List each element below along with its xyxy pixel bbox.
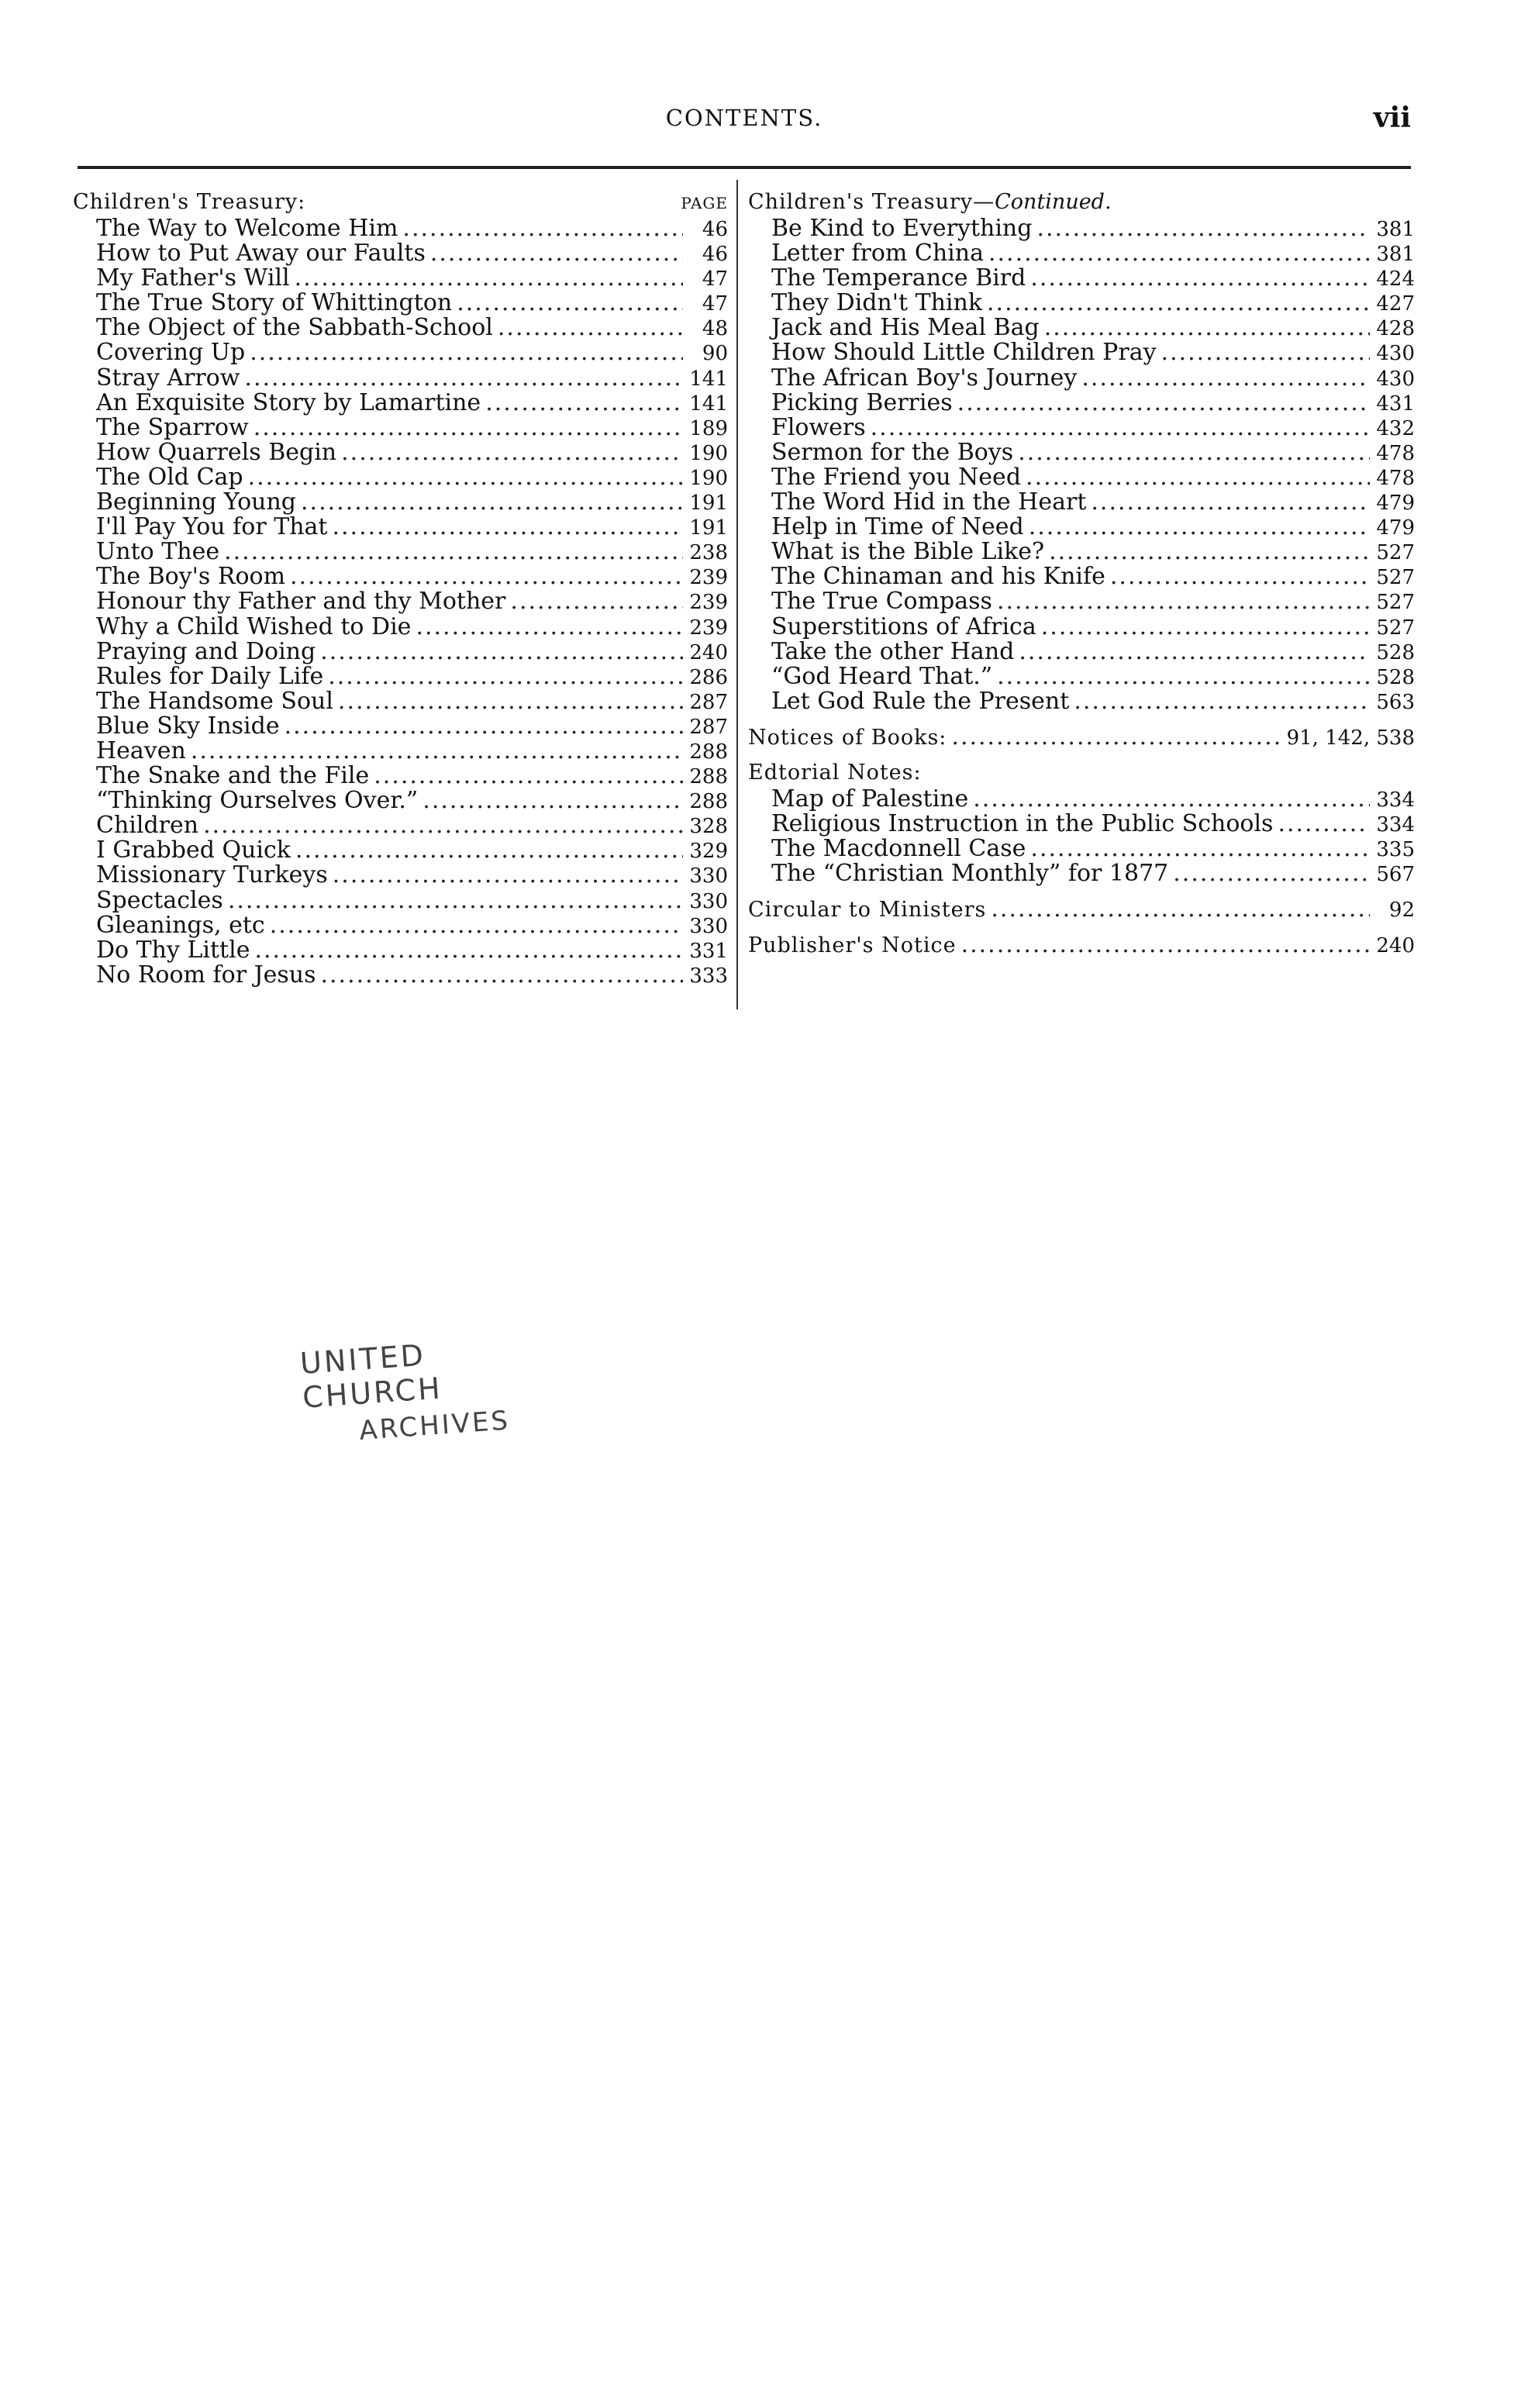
entry-title: Stray Arrow <box>96 364 240 392</box>
entry-page: 478 <box>1376 441 1415 465</box>
entry-page: 141 <box>689 392 728 416</box>
list-item <box>73 465 728 490</box>
page-title: CONTENTS. <box>665 105 823 131</box>
entry-page: 331 <box>689 939 728 963</box>
editorial-contents-list <box>748 787 1415 886</box>
list-item <box>748 388 1415 416</box>
entry-title: Take the other Hand <box>771 637 1015 665</box>
right-column <box>748 190 1415 958</box>
list-item <box>73 216 728 241</box>
entry-page: 48 <box>702 317 728 341</box>
entry-title: No Room for Jesus <box>96 961 316 988</box>
list-item <box>73 388 728 416</box>
entry-title: The Temperance Bird <box>771 264 1026 292</box>
entry-page: 190 <box>689 466 728 490</box>
list-item <box>73 490 728 515</box>
list-item <box>73 689 728 714</box>
list-item <box>73 637 728 665</box>
entry-title: How Quarrels Begin <box>96 438 337 466</box>
list-item <box>73 612 728 640</box>
list-item <box>73 241 728 266</box>
section-heading-editorial-notes <box>748 761 1415 787</box>
entry-title: Do Thy Little <box>96 936 250 964</box>
list-item <box>748 564 1415 589</box>
entry-title: The Boy's Room <box>96 563 286 591</box>
entry-page: 334 <box>1376 813 1415 837</box>
continued-label: Continued. <box>995 190 1112 214</box>
entry-page: 191 <box>689 516 728 540</box>
entry-title: Unto Thee <box>96 538 220 566</box>
page-number: vii <box>1373 102 1411 134</box>
entry-page: 286 <box>689 665 728 689</box>
entry-title: I Grabbed Quick <box>96 837 291 864</box>
list-item <box>73 413 728 441</box>
list-item <box>748 589 1415 614</box>
list-item <box>748 837 1415 861</box>
entry-title: The True Story of Whittington <box>96 289 453 317</box>
list-item <box>748 316 1415 340</box>
list-item <box>73 266 728 291</box>
entry-title: What is the Bible Like? <box>771 538 1045 566</box>
entry-page: 527 <box>1376 616 1415 640</box>
entry-title: Map of Palestine <box>771 785 969 812</box>
list-item <box>748 612 1415 640</box>
entry-title: Jack and His Meal Bag <box>771 314 1040 342</box>
list-item <box>748 812 1415 837</box>
list-item <box>73 515 728 540</box>
entry-title: Publisher's Notice <box>748 933 957 958</box>
entry-page: 567 <box>1376 863 1415 887</box>
entry-title: Rules for Daily Life <box>96 662 324 690</box>
notices-of-books-entry <box>748 725 1415 750</box>
column-divider <box>736 180 738 1009</box>
entry-title: My Father's Will <box>96 264 290 292</box>
entry-title: Beginning Young <box>96 488 297 516</box>
entry-page: 239 <box>689 566 728 590</box>
archive-stamp <box>299 1328 570 1450</box>
section-label: Children's Treasury—Continued. <box>748 190 1112 214</box>
entry-title: The Friend you Need <box>771 463 1022 491</box>
entry-page: 288 <box>689 790 728 814</box>
list-item <box>748 515 1415 540</box>
entry-title: Letter from China <box>771 240 984 267</box>
entry-title: The Sparrow <box>96 413 249 441</box>
list-item <box>748 366 1415 391</box>
list-item <box>748 291 1415 316</box>
list-item <box>73 366 728 391</box>
entry-page: 330 <box>689 864 728 888</box>
entry-page: 288 <box>689 765 728 789</box>
entry-page: 92 <box>1388 899 1415 923</box>
entry-pages: 91, 142, 538 <box>1286 726 1415 750</box>
list-item <box>73 863 728 888</box>
entry-title: Sermon for the Boys <box>771 438 1014 466</box>
entry-title: Picking Berries <box>771 388 953 416</box>
list-item <box>748 689 1415 714</box>
entry-page: 478 <box>1376 466 1415 490</box>
entry-page: 239 <box>689 591 728 615</box>
list-item <box>748 216 1415 241</box>
list-item <box>748 340 1415 365</box>
entry-title: The Handsome Soul <box>96 687 333 715</box>
entry-page: 334 <box>1376 788 1415 812</box>
entry-page: 427 <box>1376 292 1415 316</box>
entry-page: 240 <box>1376 934 1415 958</box>
list-item <box>73 540 728 564</box>
entry-page: 329 <box>689 840 728 864</box>
entry-page: 328 <box>689 815 728 839</box>
list-item <box>748 861 1415 886</box>
entry-page: 141 <box>689 367 728 391</box>
entry-title: Religious Instruction in the Public Schools <box>771 810 1274 838</box>
entry-page: 430 <box>1376 342 1415 366</box>
section-heading-childrens-treasury-continued <box>748 190 1415 216</box>
entry-page: 47 <box>702 267 728 292</box>
entry-title: I'll Pay You for That <box>96 513 328 541</box>
entry-page: 330 <box>689 914 728 938</box>
stamp-line-2: ARCHIVES <box>358 1405 512 1447</box>
entry-title: Flowers <box>771 413 866 441</box>
entry-page: 240 <box>689 640 728 664</box>
entry-page: 46 <box>702 218 728 241</box>
section-label: Children's Treasury: <box>73 190 306 214</box>
entry-title: Be Kind to Everything <box>771 215 1033 242</box>
entry-page: 431 <box>1376 392 1415 416</box>
entry-page: 238 <box>689 541 728 565</box>
list-item <box>748 637 1415 665</box>
publisher-notice-entry <box>748 933 1415 957</box>
entry-page: 424 <box>1376 267 1415 292</box>
entry-title: Spectacles <box>96 886 223 914</box>
entry-page: 528 <box>1376 640 1415 664</box>
list-item <box>748 465 1415 490</box>
entry-title: Notices of Books: <box>748 725 947 750</box>
entry-page: 330 <box>689 889 728 913</box>
entry-title: Circular to Ministers <box>748 898 987 923</box>
list-item <box>73 813 728 838</box>
entry-title: Why a Child Wished to Die <box>96 612 412 640</box>
list-item <box>73 291 728 316</box>
stamp-line-1: UNITED CHURCH <box>298 1337 443 1415</box>
list-item <box>73 788 728 813</box>
entry-title: The Chinaman and his Knife <box>771 563 1105 591</box>
left-contents-list <box>73 216 728 988</box>
list-item <box>748 540 1415 564</box>
list-item <box>73 888 728 913</box>
list-item <box>73 913 728 938</box>
entry-title: An Exquisite Story by Lamartine <box>96 388 481 416</box>
entry-title: They Didn't Think <box>771 289 983 317</box>
entry-page: 335 <box>1376 838 1415 862</box>
entry-page: 287 <box>689 715 728 739</box>
entry-page: 432 <box>1376 416 1415 440</box>
list-item <box>73 714 728 739</box>
entry-title: Honour thy Father and thy Mother <box>96 588 506 616</box>
page-column-label: PAGE <box>681 194 728 212</box>
entry-title: The Old Cap <box>96 463 243 491</box>
entry-title: The Word Hid in the Heart <box>771 488 1087 516</box>
circular-entry <box>748 897 1415 922</box>
section-label: Edtorial Notes: <box>748 760 922 785</box>
entry-title: Help in Time of Need <box>771 513 1024 541</box>
entry-title: The “Christian Monthly” for 1877 <box>771 860 1169 888</box>
list-item <box>73 564 728 589</box>
entry-page: 527 <box>1376 591 1415 615</box>
page-header <box>78 97 1411 143</box>
entry-title: Let God Rule the Present <box>771 687 1070 715</box>
list-item <box>73 316 728 340</box>
entry-page: 479 <box>1376 492 1415 516</box>
entry-page: 191 <box>689 492 728 516</box>
entry-title: The African Boy's Journey <box>771 364 1078 392</box>
entry-title: Children <box>96 812 199 840</box>
left-column <box>73 190 728 988</box>
list-item <box>73 589 728 614</box>
entry-title: “Thinking Ourselves Over.” <box>96 787 419 815</box>
entry-page: 333 <box>689 964 728 988</box>
list-item <box>748 490 1415 515</box>
list-item <box>73 340 728 365</box>
entry-page: 527 <box>1376 566 1415 590</box>
entry-title: The Way to Welcome Him <box>96 215 398 242</box>
entry-page: 428 <box>1376 317 1415 341</box>
entry-title: Gleanings, etc <box>96 911 265 939</box>
entry-page: 190 <box>689 441 728 465</box>
entry-title: The Macdonnell Case <box>771 835 1026 863</box>
entry-page: 288 <box>689 740 728 764</box>
list-item <box>73 963 728 988</box>
entry-page: 381 <box>1376 243 1415 267</box>
list-item <box>73 739 728 764</box>
entry-page: 479 <box>1376 516 1415 540</box>
list-item <box>748 440 1415 465</box>
entry-title: Superstitions of Africa <box>771 612 1036 640</box>
list-item <box>748 266 1415 291</box>
entry-title: Covering Up <box>96 339 246 367</box>
entry-page: 528 <box>1376 665 1415 689</box>
entry-page: 527 <box>1376 541 1415 565</box>
entry-title: Heaven <box>96 737 186 764</box>
list-item <box>73 440 728 465</box>
entry-title: The True Compass <box>771 588 992 616</box>
list-item <box>73 664 728 689</box>
list-item <box>73 938 728 963</box>
entry-page: 47 <box>702 292 728 316</box>
entry-title: “God Heard That.” <box>771 662 993 690</box>
entry-page: 46 <box>702 243 728 267</box>
entry-title: The Snake and the File <box>96 762 370 790</box>
entry-page: 239 <box>689 616 728 640</box>
entry-page: 287 <box>689 690 728 714</box>
entry-page: 90 <box>702 342 728 366</box>
entry-title: Missionary Turkeys <box>96 861 328 889</box>
entry-page: 381 <box>1376 218 1415 241</box>
list-item <box>73 838 728 863</box>
section-heading-childrens-treasury <box>73 190 728 216</box>
entry-page: 189 <box>689 416 728 440</box>
list-item <box>748 787 1415 812</box>
header-rule <box>78 166 1411 169</box>
entry-page: 563 <box>1376 690 1415 714</box>
list-item <box>748 241 1415 266</box>
list-item <box>73 764 728 788</box>
entry-title: Blue Sky Inside <box>96 712 280 740</box>
entry-title: The Object of the Sabbath-School <box>96 314 493 342</box>
entry-title: How Should Little Children Pray <box>771 339 1157 367</box>
list-item <box>748 413 1415 441</box>
entry-title: Praying and Doing <box>96 637 316 665</box>
right-contents-list <box>748 216 1415 714</box>
entry-title: How to Put Away our Faults <box>96 240 426 267</box>
list-item <box>748 664 1415 689</box>
entry-page: 430 <box>1376 367 1415 391</box>
